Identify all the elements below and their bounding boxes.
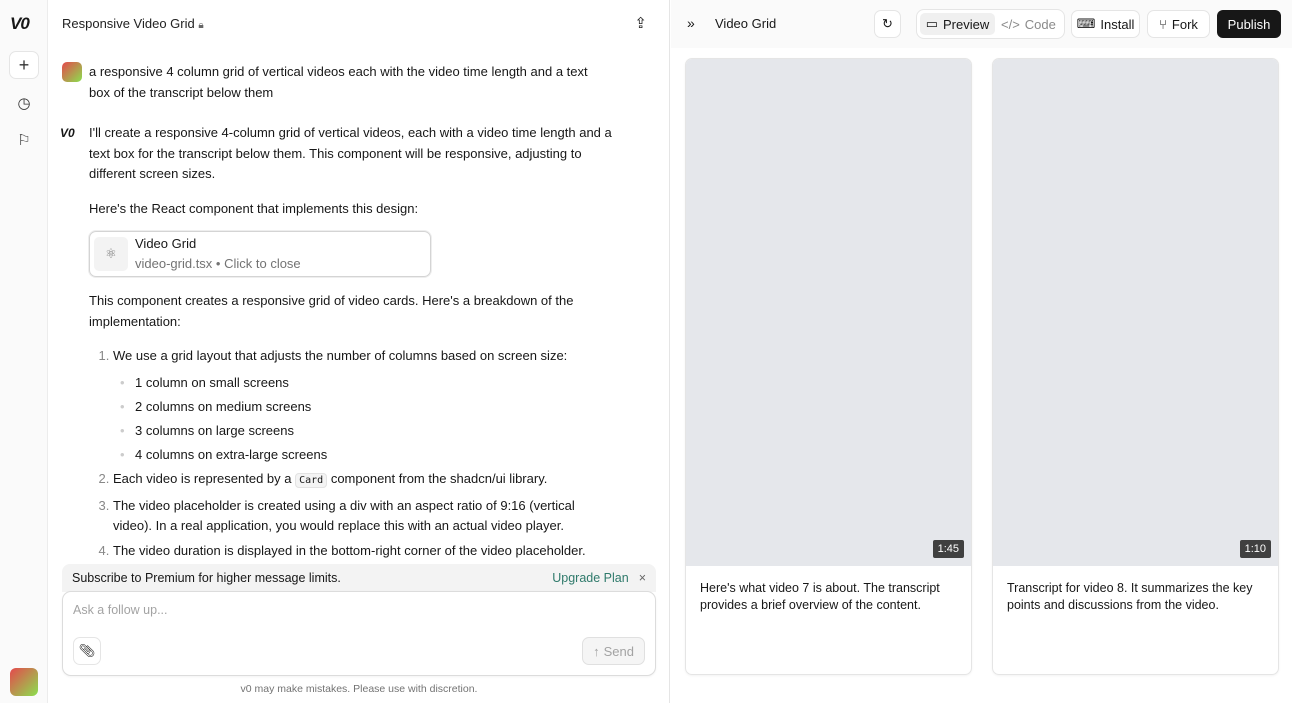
step-text: component from the shadcn/ui library.	[327, 471, 548, 486]
react-icon: ⚛	[94, 237, 128, 271]
code-icon: </>	[1001, 16, 1020, 32]
share-button[interactable]	[634, 14, 647, 32]
lead-text: Here's the React component that implements this design:	[89, 200, 419, 216]
git-fork-icon: ⑂	[1159, 16, 1167, 32]
video-card	[992, 58, 1279, 675]
list-item: • 4 columns on extra-large screens	[135, 445, 614, 466]
transcript-text: Transcript for video 8. It summarizes the key points and discussions from the video.	[1007, 581, 1253, 612]
transcript-text: Here's what video 7 is about. The transcript provides a brief overview of the content.	[700, 581, 940, 612]
refresh-icon: ↻	[882, 16, 893, 31]
tab-label: Code	[1024, 16, 1056, 32]
fork-label: Fork	[1171, 16, 1198, 32]
sidebar-rail	[0, 0, 48, 703]
preview-panel	[671, 0, 1292, 703]
publish-button[interactable]: Publish	[1217, 10, 1281, 38]
paperclip-icon: 📎︎	[78, 643, 96, 658]
list-item: • 3 columns on large screens	[135, 421, 614, 442]
bullet-list	[135, 373, 614, 466]
refresh-button[interactable]	[874, 10, 901, 38]
step-text: We use a grid layout that adjusts the number of columns based on screen size:	[113, 348, 568, 363]
breakdown-text: This component creates a responsive grid of video cards. Here's a breakdown of the implementation:	[89, 293, 574, 329]
steps-list	[113, 346, 614, 561]
preview-toolbar	[671, 0, 1292, 48]
video-card	[685, 58, 972, 675]
chat-title-text: Responsive Video Grid	[62, 16, 195, 31]
preview-title: Video Grid	[715, 16, 777, 31]
video-duration: 1:45	[933, 540, 964, 558]
tab-label: Preview	[943, 16, 990, 32]
arrow-up-icon: ↑	[593, 643, 600, 659]
inline-code: Card	[295, 473, 327, 488]
list-item: 4. The video duration is displayed in the bottom-right corner of the video placeholder.	[113, 541, 614, 562]
banner-text: Subscribe to Premium for higher message limits.	[72, 571, 341, 585]
artifact-title: Video Grid	[135, 235, 197, 251]
premium-banner	[62, 564, 656, 592]
follow-up-input[interactable]: Ask a follow up...	[73, 603, 168, 617]
assistant-message	[89, 123, 614, 565]
disclaimer: v0 may make mistakes. Please use with discretion.	[240, 683, 478, 695]
close-banner-icon[interactable]: ×	[638, 571, 646, 585]
window-icon: ▭	[925, 16, 939, 31]
list-item	[113, 346, 614, 465]
terminal-icon: ⌨	[1076, 16, 1096, 31]
fork-button[interactable]	[1147, 10, 1210, 38]
list-item: • 2 columns on medium screens	[135, 397, 614, 418]
assistant-logo: V0	[60, 126, 75, 140]
step-text: Each video is represented by a	[113, 471, 296, 486]
send-button[interactable]	[582, 637, 645, 665]
install-button[interactable]	[1071, 10, 1140, 38]
user-message: a responsive 4 column grid of vertical videos each with the video time length and a text box of the transcript below them	[89, 64, 588, 100]
history-button[interactable]	[9, 89, 39, 117]
chat-panel	[48, 0, 670, 703]
video-placeholder[interactable]	[993, 59, 1278, 566]
intro-text: I'll create a responsive 4-column grid of vertical videos, each with a video time length and a text box for the transcript below them. This component will be responsive, adjusting to different screen sizes.	[89, 125, 612, 181]
lock-icon: 🔒︎	[198, 20, 204, 31]
list-item	[113, 469, 614, 492]
tab-code[interactable]	[1001, 13, 1056, 35]
send-label: Send	[603, 643, 634, 659]
user-avatar[interactable]	[10, 668, 38, 696]
upgrade-plan-link[interactable]: Upgrade Plan	[552, 571, 629, 585]
flag-icon: ⚐	[17, 132, 31, 149]
v0-logo[interactable]: V0	[10, 14, 29, 33]
feedback-button[interactable]	[9, 126, 39, 154]
artifact-subtitle: video-grid.tsx • Click to close	[135, 256, 301, 271]
chat-title[interactable]	[62, 16, 204, 31]
share-icon: ⇪	[634, 15, 647, 32]
artifact-card[interactable]	[89, 231, 431, 277]
user-message-avatar	[62, 62, 82, 82]
attach-button[interactable]	[73, 637, 101, 665]
video-placeholder[interactable]	[686, 59, 971, 566]
collapse-icon[interactable]: »	[687, 15, 695, 31]
list-item: 3. The video placeholder is created using a div with an aspect ratio of 9:16 (vertical video). In a real application, you would replace this with an actual video player.	[113, 496, 614, 537]
plus-icon: +	[18, 54, 30, 75]
tab-preview[interactable]	[920, 13, 995, 35]
new-chat-button[interactable]	[9, 51, 39, 79]
install-label: Install	[1100, 16, 1135, 32]
video-duration: 1:10	[1240, 540, 1271, 558]
list-item: • 1 column on small screens	[135, 373, 614, 394]
chat-input-box	[62, 591, 656, 676]
view-toggle	[916, 9, 1065, 39]
history-icon: ◷	[17, 95, 31, 112]
